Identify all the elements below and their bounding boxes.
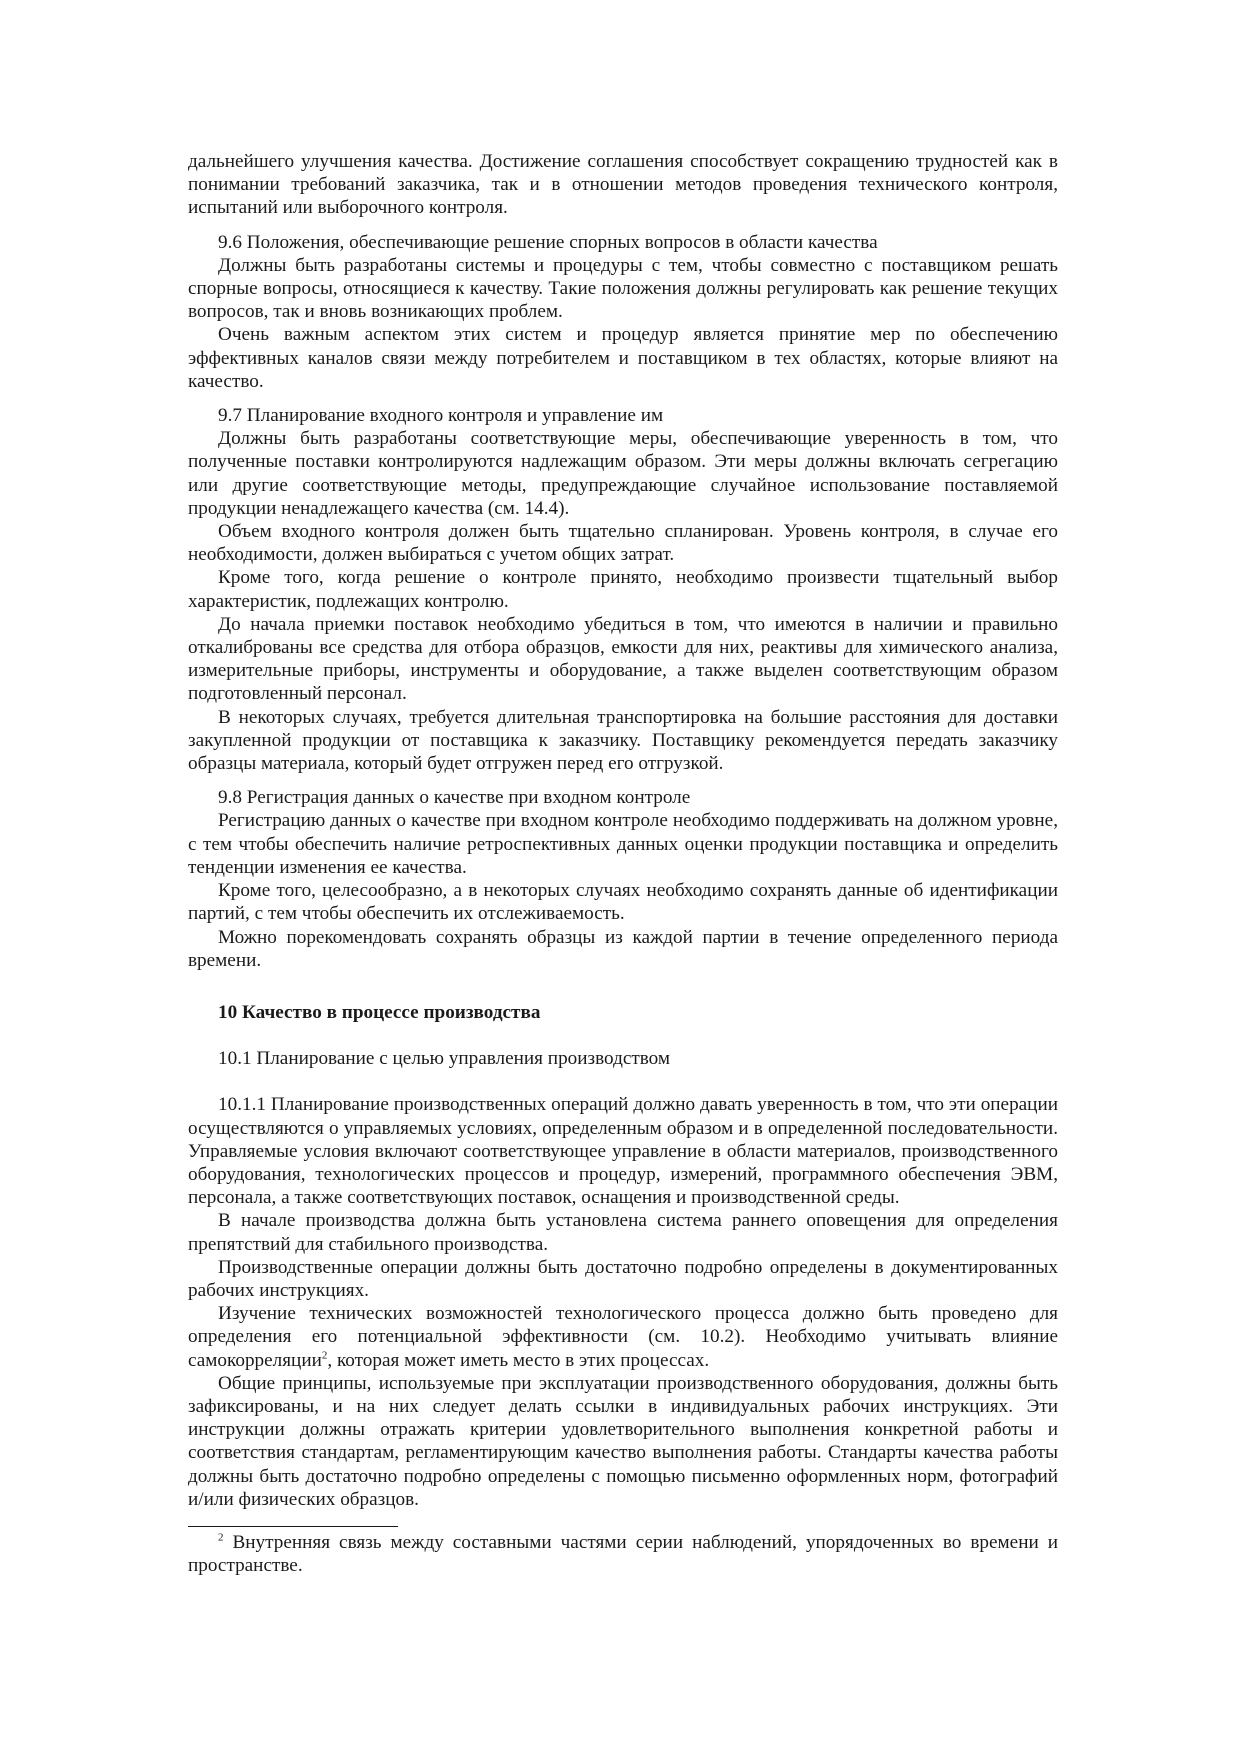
section-10-1-title: 10.1 Планирование с целью управления производством	[218, 1048, 671, 1070]
section-9-8-paragraph-1: Регистрацию данных о качестве при входном контроле необходимо поддерживать на должном уровне, с тем чтобы обеспечить наличие ретроспективных данных оценки продукции поставщика и определить тенденции изменения ее качества.	[188, 810, 1058, 878]
footnote-reference: 2	[321, 1349, 328, 1362]
section-10-1-1-paragraph-4	[188, 1302, 1058, 1372]
footnote-mark: 2	[218, 1531, 224, 1544]
paragraph-4-text-b: , которая может иметь место в этих процессах.	[327, 1349, 710, 1371]
section-9-6-paragraph-1: Должны быть разработаны системы и процедуры с тем, чтобы совместно с поставщиком решать спорные вопросы, относящиеся к качеству. Такие положения должны регулировать как решение текущих вопросов, так и вновь возникающих проблем.	[188, 254, 1058, 323]
section-9-6-paragraph-2: Очень важным аспектом этих систем и процедур является принятие мер по обеспечению эффективных каналов связи между потребителем и поставщиком в тех областях, которые влияют на качество.	[188, 324, 1058, 392]
footnote-text: Внутренняя связь между составными частями серии наблюдений, упорядоченных во времени и пространстве.	[188, 1531, 1058, 1577]
document-page	[188, 150, 1058, 1577]
section-9-8-paragraph-3: Можно порекомендовать сохранять образцы из каждой партии в течение определенного периода времени.	[188, 926, 1058, 971]
section-10-1-1-paragraph-5: Общие принципы, используемые при эксплуатации производственного оборудования, должны быть зафиксированы, и на них следует делать ссылки в индивидуальных рабочих инструкциях. Эти инструкции должны отражать критерии удовлетворительного выполнения конкретной работы и соответствия стандартам, регламентирующим качество выполнения работы. Стандарты качества работы должны быть достаточно подробно определены с помощью письменно оформленных норм, фотографий и/или физических образцов.	[188, 1372, 1058, 1510]
section-9-7-paragraph-5: В некоторых случаях, требуется длительная транспортировка на большие расстояния для доставки закупленной продукции от поставщика к заказчику. Поставщику рекомендуется передать заказчику образцы материала, который будет отгружен перед его отгрузкой.	[188, 706, 1058, 775]
chapter-10-heading: 10 Качество в процессе производства	[218, 1001, 541, 1023]
section-9-7-title: 9.7 Планирование входного контроля и управление им	[218, 405, 664, 427]
paragraph-intro: дальнейшего улучшения качества. Достижение соглашения способствует сокращению трудностей как в понимании требований заказчика, так и в отношении методов проведения технического контроля, испытаний или выборочного контроля.	[188, 151, 1058, 219]
paragraph-4-text-a: Изучение технических возможностей технологического процесса должно быть проведено для определения его потенциальной эффективности (см. 10.2). Необходимо учитывать влияние самокорреляции	[188, 1303, 1058, 1371]
footnote-paragraph	[188, 1531, 1058, 1577]
section-9-7-paragraph-1: Должны быть разработаны соответствующие меры, обеспечивающие уверенность в том, что полученные поставки контролируются надлежащим образом. Эти меры должны включать сегрегацию или другие соответствующие методы, предупреждающие случайное использование поставляемой продукции ненадлежащего качества (см. 14.4).	[188, 428, 1058, 519]
section-10-1-1-paragraph-3: Производственные операции должны быть достаточно подробно определены в документированных рабочих инструкциях.	[188, 1256, 1058, 1301]
section-10-1-1-paragraph-2: В начале производства должна быть установлена система раннего оповещения для определения препятствий для стабильного производства.	[188, 1210, 1058, 1255]
footnote-separator	[188, 1526, 398, 1527]
section-9-6-title: 9.6 Положения, обеспечивающие решение спорных вопросов в области качества	[218, 231, 878, 253]
section-9-8-paragraph-2: Кроме того, целесообразно, а в некоторых случаях необходимо сохранять данные об идентификации партий, с тем чтобы обеспечить их отслеживаемость.	[188, 880, 1058, 925]
section-9-7-paragraph-2: Объем входного контроля должен быть тщательно спланирован. Уровень контроля, в случае его необходимости, должен выбираться с учетом общих затрат.	[188, 521, 1058, 566]
section-10-1-1-paragraph-1: 10.1.1 Планирование производственных операций должно давать уверенность в том, что эти операции осуществляются о управляемых условиях, определенным образом и в определенной последовательности. Управляемые условия включают соответствующее управление в области материалов, производственного оборудования, технологических процессов и процедур, измерений, программного обеспечения ЭВМ, персонала, а также соответствующих поставок, оснащения и производственной среды.	[188, 1094, 1058, 1209]
section-9-7-paragraph-4: До начала приемки поставок необходимо убедиться в том, что имеются в наличии и правильно откалиброваны все средства для отбора образцов, емкости для них, реактивы для химического анализа, измерительные приборы, инструменты и оборудование, а также выделен соответствующим образом подготовленный персонал.	[188, 613, 1058, 705]
footnote	[188, 1531, 1058, 1577]
section-9-7-paragraph-3: Кроме того, когда решение о контроле принято, необходимо произвести тщательный выбор характеристик, подлежащих контролю.	[188, 567, 1058, 612]
section-9-8-title: 9.8 Регистрация данных о качестве при входном контроле	[218, 787, 691, 809]
